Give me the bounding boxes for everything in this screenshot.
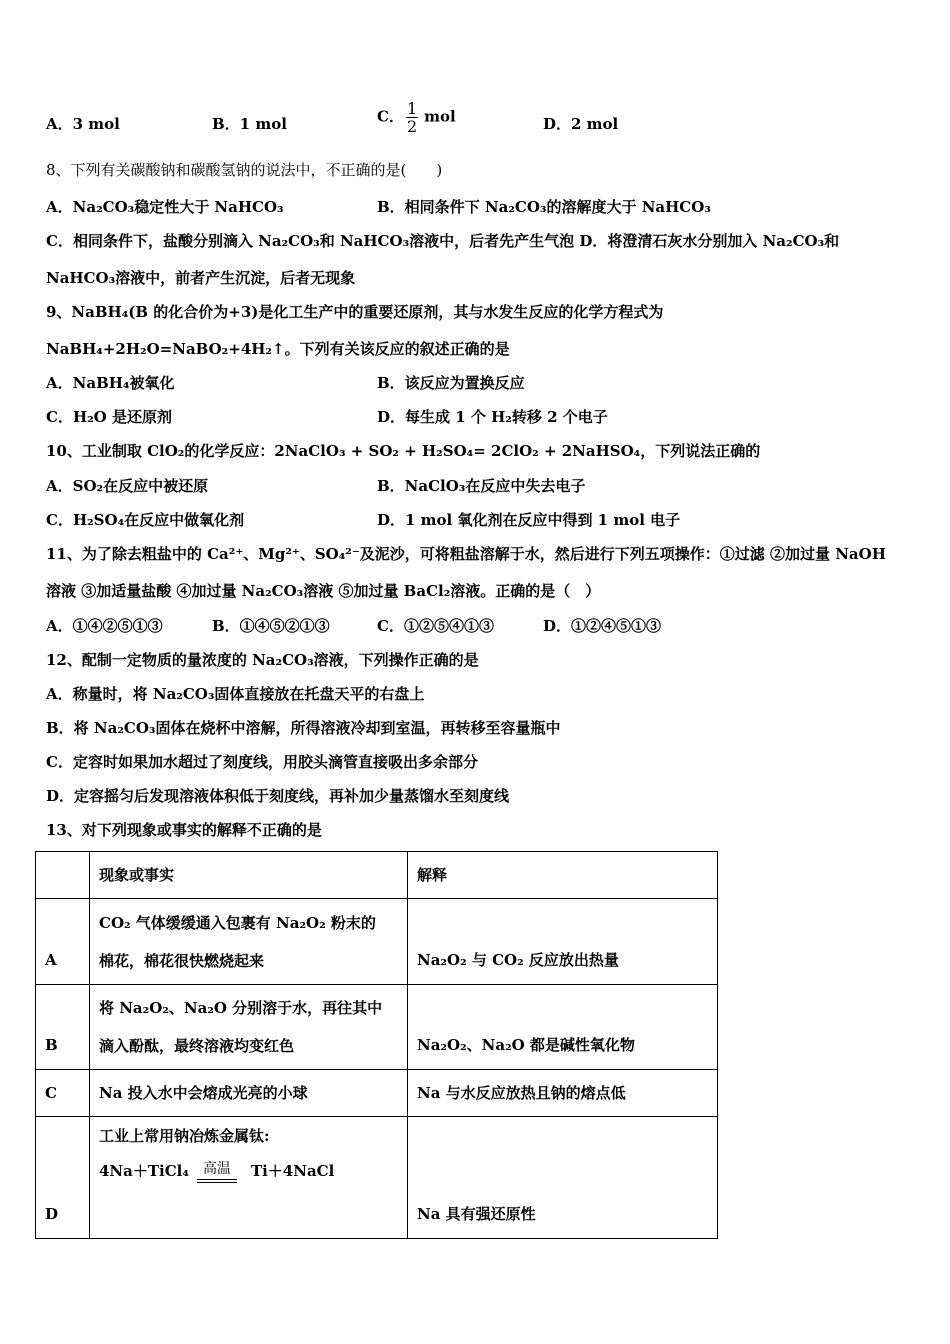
q9-option-c: C．H₂O 是还原剂 [46, 408, 172, 426]
q7-option-b: B．1 mol [212, 115, 287, 133]
table-row [36, 1070, 718, 1117]
row-fact-line: 将 Na₂O₂、Na₂O 分别溶于水，再往其中 [99, 999, 383, 1017]
table-header-fact: 现象或事实 [90, 852, 408, 899]
row-fact-line: CO₂ 气体缓缓通入包裹有 Na₂O₂ 粉末的 [99, 913, 376, 932]
row-fact-line: 棉花，棉花很快燃烧起来 [99, 951, 265, 970]
row-fact-line: 滴入酚酞，最终溶液均变红色 [99, 1037, 295, 1055]
row-explain: Na 具有强还原性 [408, 1117, 718, 1239]
q12-stem: 12、配制一定物质的量浓度的 Na₂CO₃溶液，下列操作正确的是 [46, 651, 479, 669]
q9-option-b: B．该反应为置换反应 [377, 374, 525, 392]
table-header-explain: 解释 [408, 852, 718, 899]
fraction-denominator: 2 [406, 117, 418, 136]
titanium-equation [99, 1161, 398, 1183]
q8-option-d-cont: NaHCO₃溶液中，前者产生沉淀，后者无现象 [46, 269, 356, 287]
q7-option-c [377, 100, 456, 135]
row-fact [90, 1117, 408, 1239]
row-fact: Na 投入水中会熔成光亮的小球 [90, 1070, 408, 1117]
q9-equation: NaBH₄+2H₂O=NaBO₂+4H₂↑。下列有关该反应的叙述正确的是 [46, 340, 510, 358]
row-explain: Na₂O₂、Na₂O 都是碱性氧化物 [408, 985, 718, 1070]
q7-option-a: A．3 mol [46, 115, 120, 133]
row-label: B [36, 985, 90, 1070]
q12-option-b: B．将 Na₂CO₃固体在烧杯中溶解，所得溶液冷却到室温，再转移至容量瓶中 [46, 719, 561, 737]
fraction-numerator: 1 [406, 99, 418, 118]
row-fact [90, 985, 408, 1070]
row-explain: Na 与水反应放热且钠的熔点低 [408, 1070, 718, 1117]
table-row [36, 985, 718, 1070]
q8-stem: 8、下列有关碳酸钠和碳酸氢钠的说法中，不正确的是( ) [46, 161, 443, 179]
q11-option-a: A．①④②⑤①③ [46, 617, 163, 635]
q9-option-a: A．NaBH₄被氧化 [46, 374, 175, 392]
equation-arrow [197, 1161, 237, 1183]
q8-option-c: C．相同条件下，盐酸分别滴入 Na₂CO₃和 NaHCO₃溶液中，后者先产生气泡 D．将澄清石灰水分别加入 Na₂CO₃和 [46, 232, 840, 250]
q11-option-b: B．①④⑤②①③ [212, 617, 330, 635]
q11-stem: 11、为了除去粗盐中的 Ca²⁺、Mg²⁺、SO₄²⁻及泥沙，可将粗盐溶解于水，然后进行下列五项操作：①过滤 ②加过量 NaOH [46, 545, 886, 563]
q11-option-c: C．①②⑤④①③ [377, 617, 494, 635]
q13-stem: 13、对下列现象或事实的解释不正确的是 [46, 821, 322, 839]
q11-option-d: D．①②④⑤①③ [543, 617, 662, 635]
q12-option-a: A．称量时，将 Na₂CO₃固体直接放在托盘天平的右盘上 [46, 685, 425, 703]
q12-option-c: C．定容时如果加水超过了刻度线，用胶头滴管直接吸出多余部分 [46, 753, 478, 771]
q13-table [35, 851, 718, 1239]
table-header-empty [36, 852, 90, 899]
table-header-row [36, 852, 718, 899]
row-label: D [36, 1117, 90, 1239]
equation-left: 4Na＋TiCl₄ [99, 1162, 189, 1180]
q10-option-b: B．NaClO₃在反应中失去电子 [377, 477, 586, 495]
row-label: A [36, 899, 90, 985]
q10-option-a: A．SO₂在反应中被还原 [46, 477, 209, 495]
q11-stem-cont: 溶液 ③加适量盐酸 ④加过量 Na₂CO₃溶液 ⑤加过量 BaCl₂溶液。正确的是（ ） [46, 582, 601, 600]
q8-option-a: A．Na₂CO₃稳定性大于 NaHCO₃ [46, 198, 284, 216]
q10-option-d: D．1 mol 氧化剂在反应中得到 1 mol 电子 [377, 511, 681, 529]
table-row [36, 899, 718, 985]
q7-option-d: D．2 mol [543, 115, 619, 133]
q10-stem: 10、工业制取 ClO₂的化学反应：2NaClO₃ + SO₂ + H₂SO₄= 2ClO₂ + 2NaHSO₄，下列说法正确的 [46, 442, 761, 460]
row-label: C [36, 1070, 90, 1117]
row-explain: Na₂O₂ 与 CO₂ 反应放出热量 [408, 899, 718, 985]
q7-option-c-unit: mol [424, 107, 456, 126]
q9-option-d: D．每生成 1 个 H₂转移 2 个电子 [377, 408, 608, 426]
q7-option-c-prefix: C． [377, 107, 404, 126]
q9-stem: 9、NaBH₄(B 的化合价为+3)是化工生产中的重要还原剂，其与水发生反应的化学方程式为 [46, 303, 664, 321]
q10-option-c: C．H₂SO₄在反应中做氧化剂 [46, 511, 245, 529]
table-row [36, 1117, 718, 1239]
row-fact-line: 工业上常用钠冶炼金属钛: [99, 1127, 270, 1145]
q12-option-d: D．定容摇匀后发现溶液体积低于刻度线，再补加少量蒸馏水至刻度线 [46, 787, 510, 805]
fraction [406, 100, 418, 135]
q8-option-b: B．相同条件下 Na₂CO₃的溶解度大于 NaHCO₃ [377, 198, 711, 216]
row-fact [90, 899, 408, 985]
equation-right: Ti＋4NaCl [250, 1162, 335, 1180]
double-equals-sign [197, 1179, 237, 1183]
equation-condition: 高温 [202, 1161, 231, 1177]
